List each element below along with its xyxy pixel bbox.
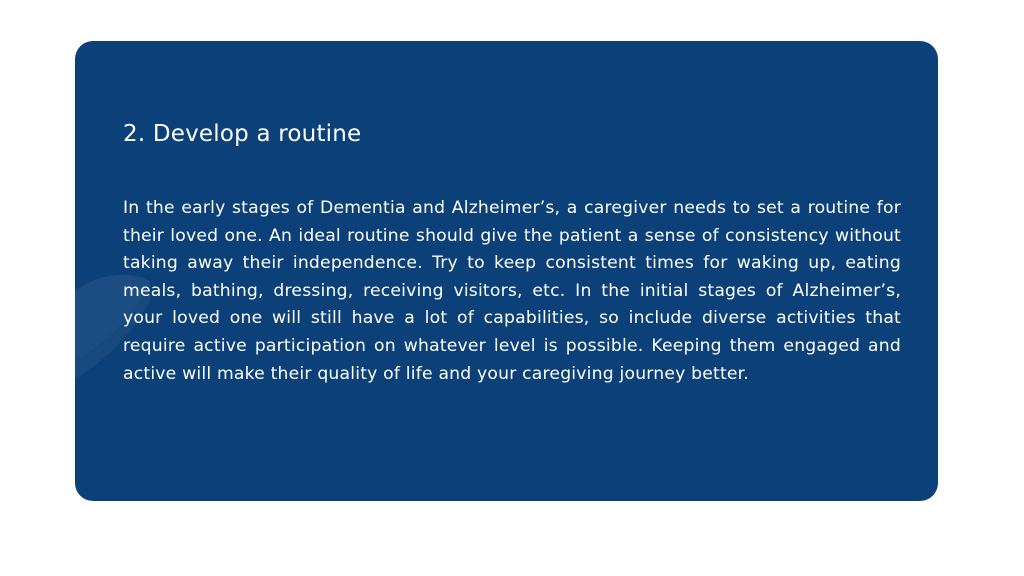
section-heading: 2. Develop a routine [123, 121, 362, 147]
content-card [75, 41, 938, 501]
body-paragraph: In the early stages of Dementia and Alzheimer’s, a caregiver needs to set a routine for their loved one. An ideal routine should give the patient a sense of consistency without taking away their independence. Try to keep consistent times for waking up, eating meals, bathing, dressing, receiving visitors, etc. In the initial stages of Alzheimer’s, your loved one will still have a lot of capabilities, so include diverse activities that require active participation on whatever level is possible. Keeping them engaged and active will make their quality of life and your caregiving journey better. [123, 198, 901, 384]
